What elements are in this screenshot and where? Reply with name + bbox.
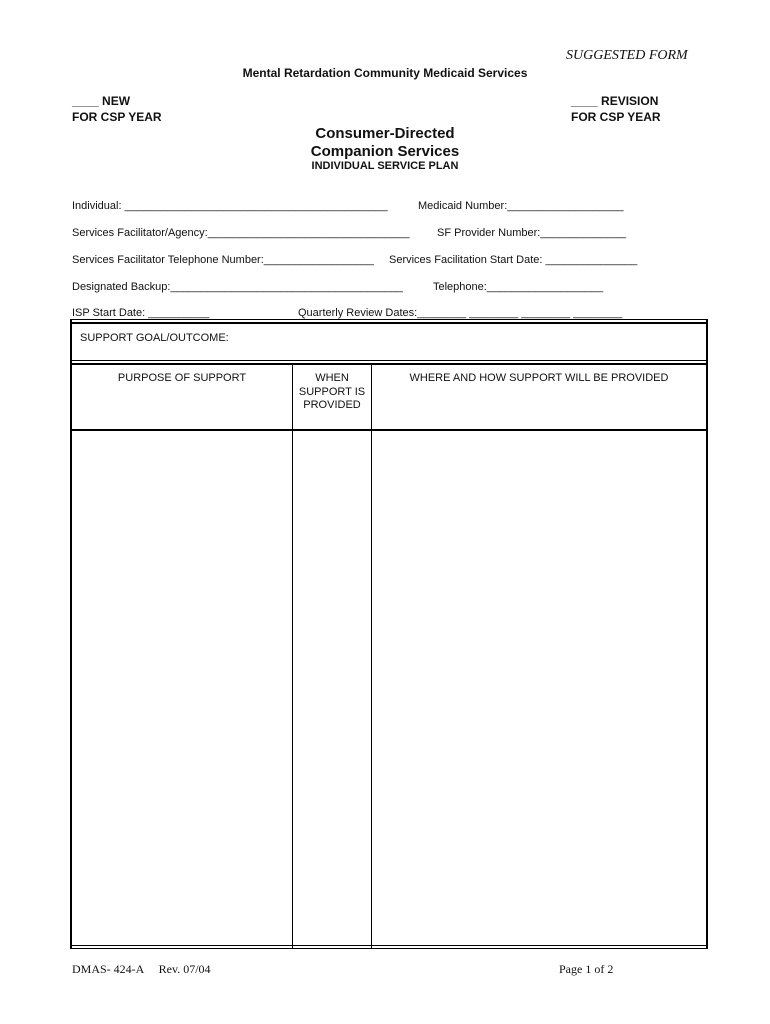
table-bottom-rule-double <box>70 948 708 949</box>
column-divider-2 <box>371 363 372 949</box>
page-number: Page 1 of 2 <box>559 962 614 976</box>
purpose-input-cell[interactable] <box>74 434 290 944</box>
isp-start-field[interactable]: ISP Start Date: __________ <box>72 307 210 319</box>
form-id-label: DMAS- 424-A Rev. 07/04 <box>72 962 211 976</box>
new-sub-label: FOR CSP YEAR <box>72 110 162 124</box>
telephone-field[interactable]: Telephone:___________________ <box>433 281 604 293</box>
when-input-cell[interactable] <box>295 434 369 944</box>
support-goal-input[interactable] <box>74 345 704 359</box>
individual-field[interactable]: Individual: ___________________________________________ <box>72 200 388 212</box>
form-title-line1: Consumer-Directed <box>315 125 455 142</box>
revision-checkbox-line[interactable]: ____ REVISION <box>571 94 659 108</box>
agency-heading: Mental Retardation Community Medicaid Services <box>242 66 528 80</box>
column-divider-1 <box>292 363 293 949</box>
designated-backup-field[interactable]: Designated Backup:______________________________________ <box>72 281 403 293</box>
col-header-where: WHERE AND HOW SUPPORT WILL BE PROVIDED <box>409 372 669 384</box>
col-header-when: WHEN SUPPORT IS PROVIDED <box>298 372 366 411</box>
sf-provider-number-field[interactable]: SF Provider Number:______________ <box>437 227 626 239</box>
facilitation-start-field[interactable]: Services Facilitation Start Date: _______________ <box>389 254 638 266</box>
medicaid-number-field[interactable]: Medicaid Number:___________________ <box>418 200 624 212</box>
facilitator-phone-field[interactable]: Services Facilitator Telephone Number:__________________ <box>72 254 374 266</box>
suggested-form-label: SUGGESTED FORM <box>566 48 688 63</box>
form-title-line2: Companion Services <box>310 143 460 160</box>
form-subtitle: INDIVIDUAL SERVICE PLAN <box>311 160 459 172</box>
table-left-border <box>70 319 72 949</box>
table-bottom-rule <box>70 945 708 946</box>
where-input-cell[interactable] <box>374 434 704 944</box>
table-right-border <box>706 319 708 949</box>
quarterly-review-field[interactable]: Quarterly Review Dates:________ ________ ________ ________ <box>298 307 623 319</box>
goal-bottom-rule <box>70 360 708 361</box>
header-top-rule <box>70 363 708 365</box>
table-top-rule-double <box>70 322 708 324</box>
new-checkbox-line[interactable]: ____ NEW <box>72 94 131 108</box>
header-bottom-rule <box>70 429 708 431</box>
support-goal-label: SUPPORT GOAL/OUTCOME: <box>80 332 229 344</box>
revision-sub-label: FOR CSP YEAR <box>571 110 661 124</box>
table-top-rule <box>70 319 708 320</box>
col-header-purpose: PURPOSE OF SUPPORT <box>117 372 247 384</box>
facilitator-agency-field[interactable]: Services Facilitator/Agency:_________________________________ <box>72 227 410 239</box>
